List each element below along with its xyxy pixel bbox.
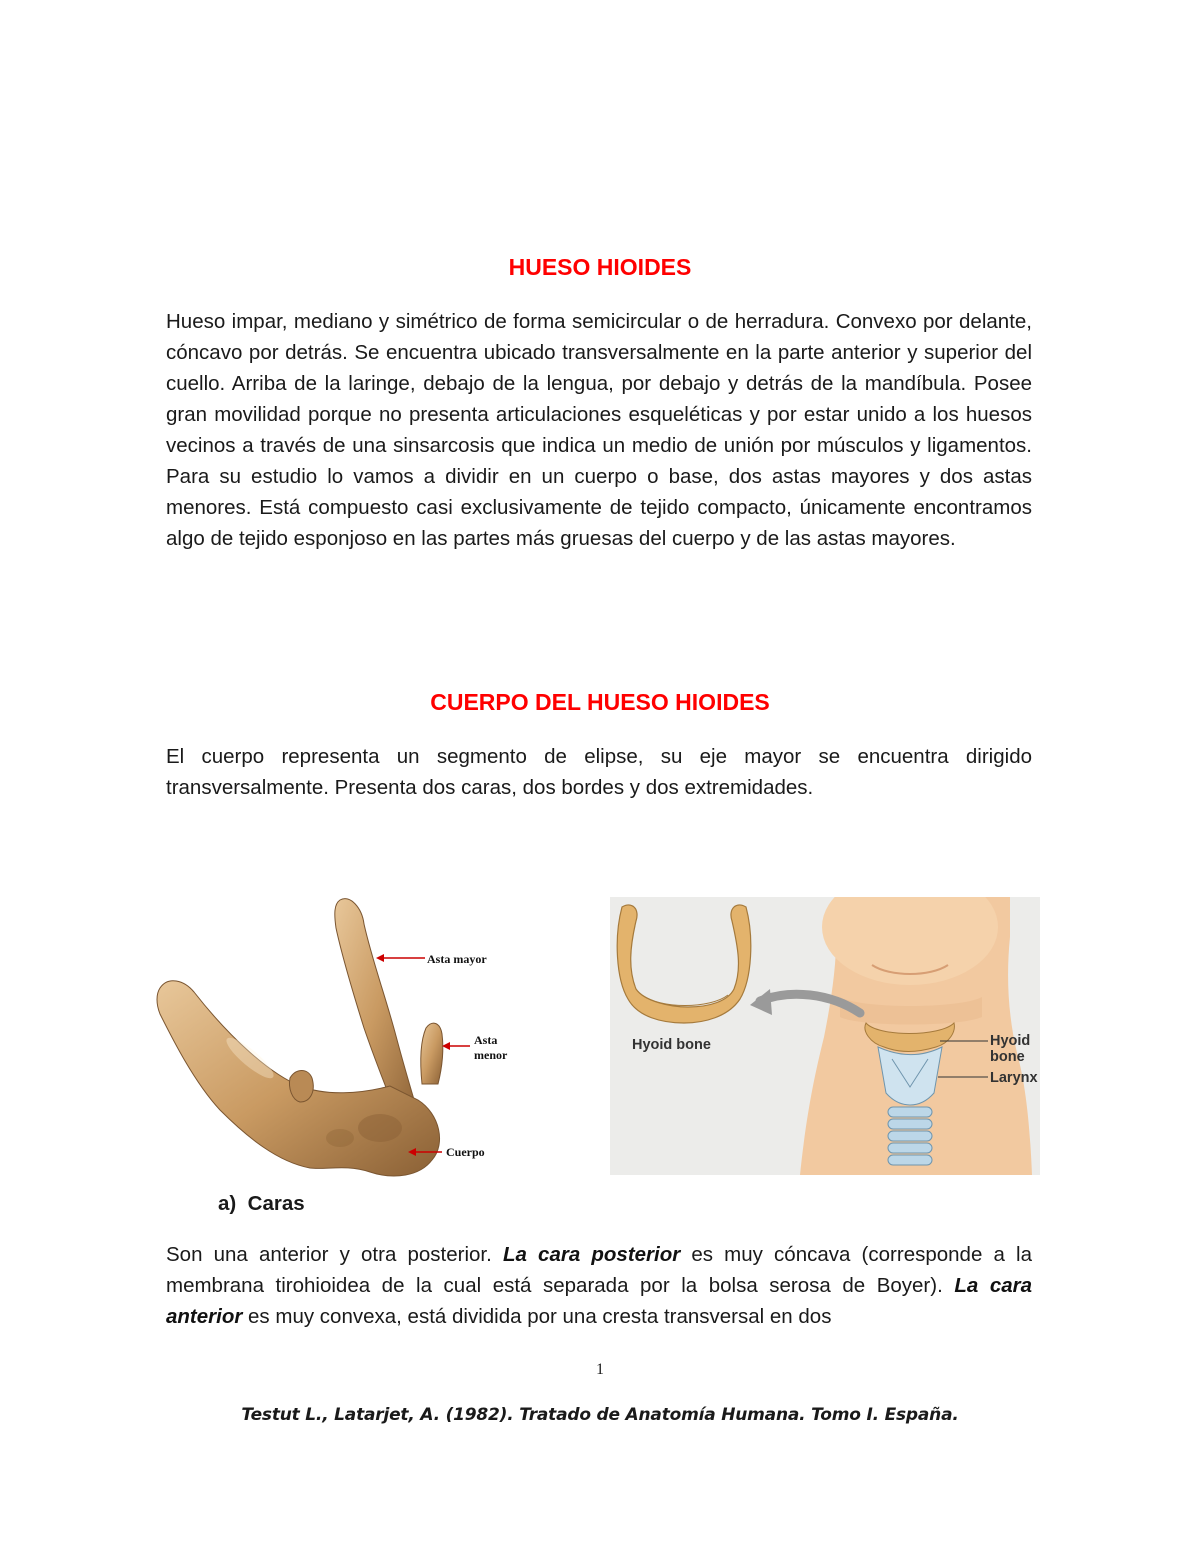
hyoid-neck-illustration xyxy=(610,897,1040,1175)
section-a-heading xyxy=(218,1192,305,1216)
caras-text-2: es muy cóncava (corresponde a la membrana tirohioidea de la cual está separada por la bolsa serosa de Boyer). xyxy=(166,1243,1032,1297)
label-asta-menor-line1: Asta xyxy=(474,1033,498,1047)
section-a-title: Caras xyxy=(247,1192,305,1215)
caras-paragraph xyxy=(166,1239,1032,1332)
hyoid-lateral-figure xyxy=(150,888,510,1188)
citation-footer: Testut L., Latarjet, A. (1982). Tratado de Anatomía Humana. Tomo I. España. xyxy=(241,1405,959,1425)
label-hyoid-bone-isolated: Hyoid bone xyxy=(632,1037,711,1053)
intro-paragraph: Hueso impar, mediano y simétrico de forma semicircular o de herradura. Convexo por delante, cóncavo por detrás. Se encuentra ubicado transversalmente en la parte anterior y superior del cuello. Arriba de la laringe, debajo de la lengua, por debajo y detrás de la mandíbula. Posee gran movilidad porque no presenta articulaciones esqueléticas y por estar unido a los huesos vecinos a través de una sinsarcosis que indica un medio de unión por músculos y ligamentos. Para su estudio lo vamos a dividir en un cuerpo o base, dos astas mayores y dos astas menores. Está compuesto casi exclusivamente de tejido compacto, únicamente encontramos algo de tejido esponjoso en las partes más gruesas del cuerpo y de las astas mayores. xyxy=(166,310,1032,550)
label-cuerpo: Cuerpo xyxy=(446,1145,485,1159)
label-hyoid-line2: bone xyxy=(990,1049,1025,1065)
cara-anterior-term: La cara anterior xyxy=(166,1274,1032,1328)
cuerpo-paragraph: El cuerpo representa un segmento de elipse, su eje mayor se encuentra dirigido transversalmente. Presenta dos caras, dos bordes y dos extremidades. xyxy=(166,745,1032,799)
hyoid-lateral-illustration xyxy=(150,888,510,1188)
page-number: 1 xyxy=(596,1361,604,1378)
hyoid-neck-figure xyxy=(610,897,1040,1175)
cara-posterior-term: La cara posterior xyxy=(502,1243,681,1266)
label-asta-menor-line2: menor xyxy=(474,1048,508,1062)
label-hyoid-line1: Hyoid xyxy=(990,1033,1031,1049)
section-a-marker: a) xyxy=(218,1192,237,1215)
caras-text-3: es muy convexa, está dividida por una cresta transversal en dos xyxy=(242,1305,832,1328)
label-asta-mayor: Asta mayor xyxy=(427,952,487,966)
caras-text-1: Son una anterior y otra posterior. xyxy=(166,1243,503,1266)
title-hueso-hioides: HUESO HIOIDES xyxy=(508,254,692,280)
label-larynx: Larynx xyxy=(990,1070,1038,1086)
title-cuerpo-del-hueso-hioides: CUERPO DEL HUESO HIOIDES xyxy=(430,689,770,715)
